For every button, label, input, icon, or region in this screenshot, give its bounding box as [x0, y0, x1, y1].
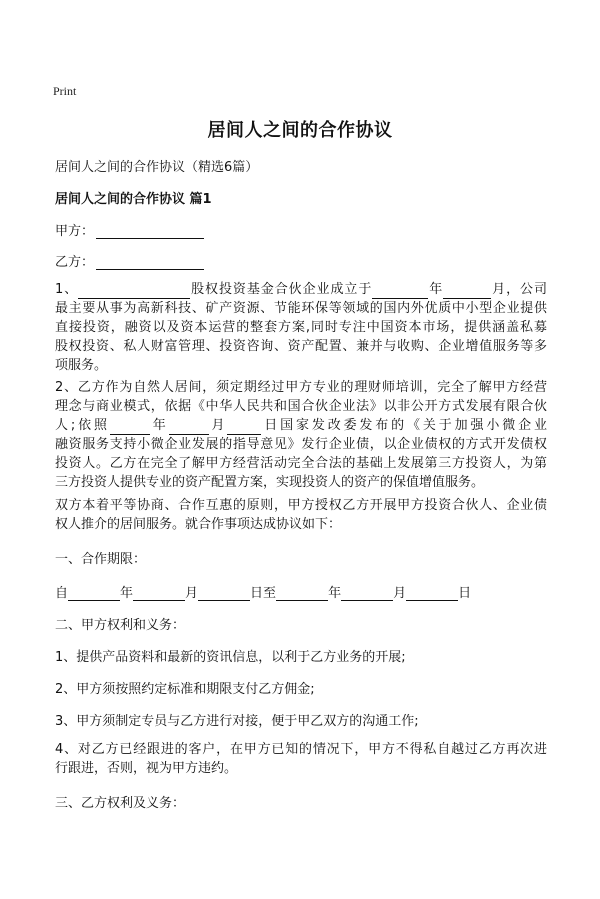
para1-line5: 项服务。: [55, 358, 108, 373]
party-b-line: [55, 251, 204, 270]
period-line: 自 年 月 日至 年 月 日: [55, 586, 472, 601]
end-year-blank: [276, 587, 328, 601]
start-day-blank: [198, 587, 250, 601]
document-title: 居间人之间的合作协议: [207, 120, 393, 141]
para1-line3: 直接投资，融资以及资本运营的整套方案,同时专注中国资本市场，提供涵盖私募: [55, 320, 547, 335]
para3-line1: 双方本着平等协商、合作互惠的原则，甲方授权乙方开展甲方投资合伙人、企业债: [55, 498, 547, 513]
party-a-label: 甲方：: [55, 224, 95, 239]
date-month-blank: [169, 421, 209, 435]
end-day-blank: [406, 587, 458, 601]
para2-line4: 融资服务支持小微企业发展的指导意见》发行企业债，以企业债权的方式开发债权: [55, 437, 547, 452]
para2-line5: 投资人。乙方在完全了解甲方经营活动完全合法的基础上发展第三方投资人，为第: [55, 456, 547, 471]
para3-line2: 权人推介的居间服务。就合作事项达成协议如下：: [55, 517, 342, 532]
para2-line1: 2、乙方作为自然人居间，须定期经过甲方专业的理财师培训，完全了解甲方经营: [55, 380, 547, 395]
heading-party-b-rights: 三、乙方权利及义务：: [55, 796, 186, 811]
para1-line1: 1、 股权投资基金合伙企业成立于 年 月，公司: [55, 282, 547, 297]
item4-line1: 4、对乙方已经跟进的客户，在甲方已知的情况下，甲方不得私自越过乙方再次进: [55, 742, 547, 757]
party-a-blank: [96, 225, 204, 239]
heading-party-a-rights: 二、甲方权利和义务：: [55, 618, 186, 633]
paragraph-2: [55, 378, 547, 492]
year-blank: [372, 285, 428, 299]
para2-line6: 三方投资人提供专业的资产配置方案，实现投资人的资产的保值增值服务。: [55, 475, 485, 490]
party-b-label: 乙方：: [55, 255, 95, 270]
item4-line2: 行跟进，否则，视为甲方违约。: [55, 761, 238, 776]
para1-line4: 股权投资、私人财富管理、投资咨询、资产配置、兼并与收购、企业增值服务等多: [55, 339, 547, 354]
company-blank: [78, 285, 190, 299]
document-subtitle: 居间人之间的合作协议（精选6篇）: [55, 160, 259, 175]
paragraph-3: [55, 496, 547, 534]
section-title: 居间人之间的合作协议 篇1: [55, 192, 212, 207]
end-month-blank: [341, 587, 393, 601]
heading-cooperation-period: 一、合作期限：: [55, 552, 147, 567]
paragraph-1: [55, 280, 547, 375]
date-year-blank: [110, 421, 150, 435]
para2-line3: 人;依照 年 月 日国家发改委发布的《关于加强小微企业: [55, 418, 547, 433]
print-label: Print: [53, 84, 77, 98]
item-3: 3、甲方须制定专员与乙方进行对接，便于甲乙双方的沟通工作;: [55, 714, 419, 729]
item-4: [55, 740, 547, 778]
item-1: 1、提供产品资料和最新的资讯信息，以利于乙方业务的开展;: [55, 650, 406, 665]
para1-line2: 最主要从事为高新科技、矿产资源、节能环保等领域的国内外优质中小型企业提供: [55, 301, 547, 316]
party-b-blank: [96, 256, 204, 270]
start-month-blank: [133, 587, 185, 601]
date-day-blank: [227, 421, 261, 435]
start-year-blank: [68, 587, 120, 601]
party-a-line: [55, 220, 204, 239]
item-2: 2、甲方须按照约定标准和期限支付乙方佣金;: [55, 682, 315, 697]
para2-line2: 理念与商业模式，依据《中华人民共和国合伙企业法》以非公开方式发展有限合伙: [55, 399, 547, 414]
month-blank: [443, 285, 491, 299]
